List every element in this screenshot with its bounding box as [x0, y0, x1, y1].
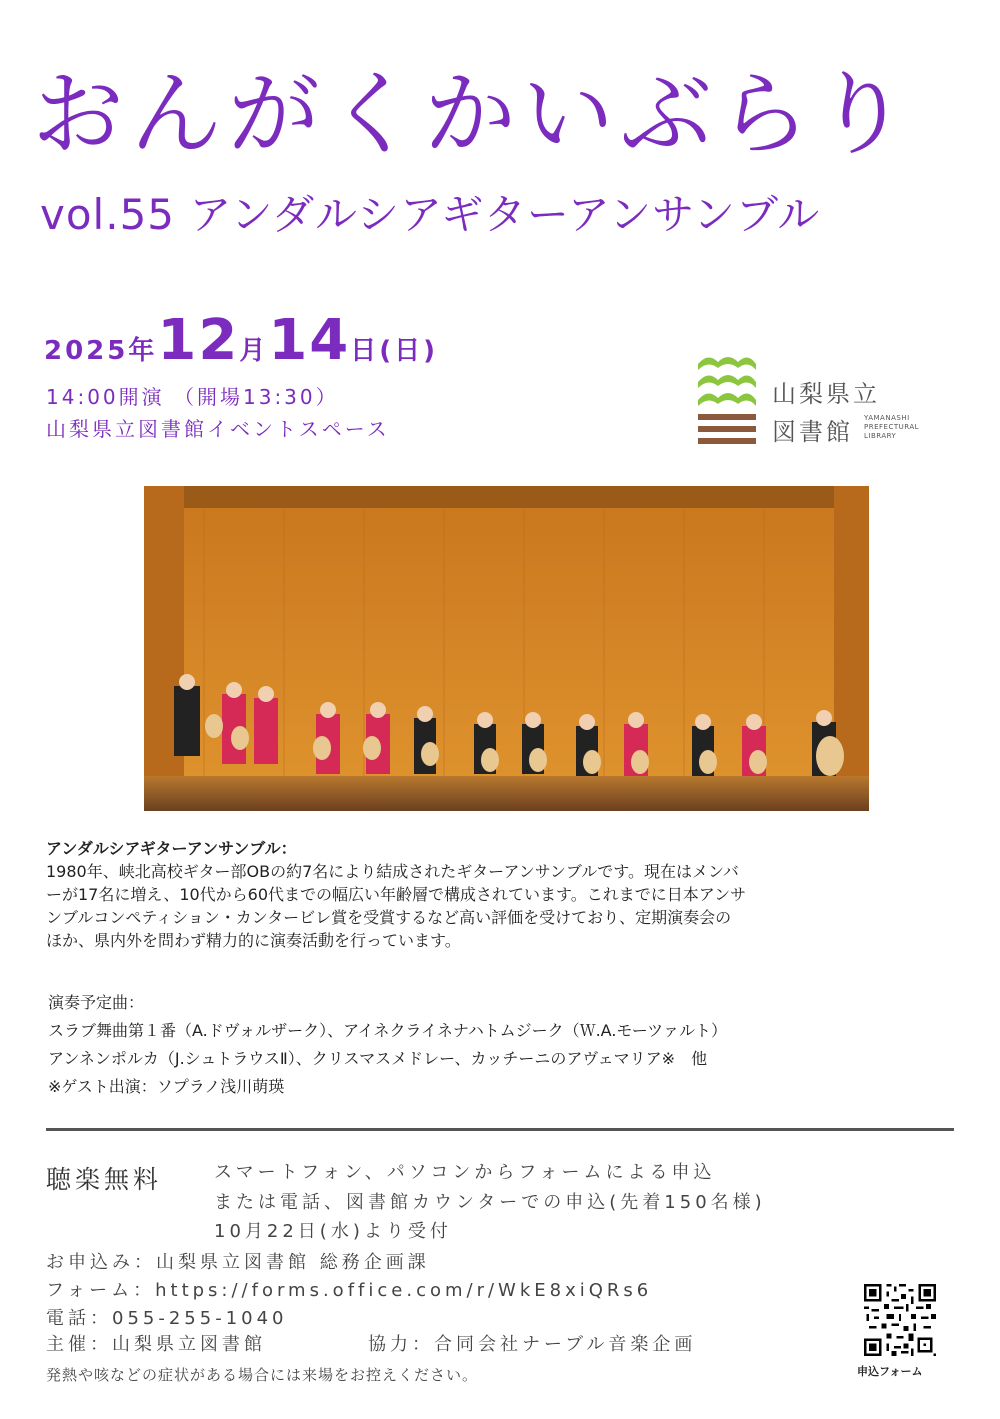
program-line: ※ゲスト出演：ソプラノ浅川萌瑛 — [48, 1077, 285, 1096]
contact-info: お申込み：山梨県立図書館 総務企画課 — [46, 1252, 430, 1273]
ensemble-photo — [144, 486, 869, 811]
logo-name-line2: 図書館 — [772, 418, 853, 446]
qr-label: 申込フォーム — [857, 1365, 923, 1378]
page-subtitle: vol.55 アンダルシアギターアンサンブル — [40, 190, 821, 239]
about-text — [46, 860, 946, 952]
date-year: 2025年 — [44, 336, 158, 366]
logo-name-line1: 山梨県立 — [772, 380, 880, 408]
health-notice: 発熱や咳などの症状がある場合には来場をお控えください。 — [46, 1366, 479, 1384]
program-heading: 演奏予定曲： — [48, 993, 145, 1012]
program-line: スラブ舞曲第１番（A.ドヴォルザーク）、アイネクライネナハトムジーク（Ｗ.A.モーツァルト） — [48, 1021, 727, 1040]
program-line: アンネンポルカ（J.シュトラウスⅡ）、クリスマスメドレー、カッチーニのアヴェマリア※ 他 — [48, 1049, 708, 1068]
about-line: ンブルコンペティション・カンタービレ賞を受賞するなど高い評価を受けており、定期演奏会の — [46, 908, 732, 927]
phone-number: 電話：055-255-1040 — [46, 1308, 288, 1329]
logo-en-line: PREFECTURAL — [864, 423, 920, 431]
page-title: おんがくかいぶらり — [32, 61, 915, 168]
admission-free: 聴楽無料 — [46, 1165, 163, 1194]
logo-en-line: YAMANASHI — [864, 414, 910, 422]
admission-line: スマートフォン、パソコンからフォームによる申込 — [214, 1162, 716, 1183]
qr-code[interactable] — [864, 1284, 936, 1356]
cooperation: 協力：合同会社ナーブル音楽企画 — [368, 1334, 697, 1355]
event-date — [44, 308, 438, 373]
logo-english — [864, 414, 919, 441]
sponsor: 主催：山梨県立図書館 — [46, 1334, 266, 1355]
admission-line: または電話、図書館カウンターでの申込(先着150名様) — [214, 1192, 766, 1213]
date-month: 12 — [157, 308, 240, 373]
about-line: ーが17名に増え、10代から60代までの幅広い年齢層で構成されています。これまでに日本アンサ — [46, 885, 747, 904]
event-venue: 山梨県立図書館イベントスペース — [46, 417, 390, 441]
form-url[interactable]: フォーム：https://forms.office.com/r/WkE8xiQRs6 — [46, 1280, 653, 1301]
section-divider — [46, 1128, 954, 1131]
about-heading: アンダルシアギターアンサンブル： — [46, 839, 297, 858]
date-day-unit: 日(日) — [350, 336, 439, 366]
date-month-unit: 月 — [239, 336, 269, 366]
event-time: 14:00開演 （開場13:30） — [46, 385, 339, 409]
about-line: 1980年、峡北高校ギター部OBの約7名により結成されたギターアンサンブルです。現在はメンバ — [46, 862, 739, 881]
logo-en-line: LIBRARY — [864, 432, 897, 440]
admission-line: 10月22日(水)より受付 — [214, 1221, 452, 1242]
date-day: 14 — [268, 308, 351, 373]
about-line: ほか、県内外を問わず精力的に演奏活動を行っています。 — [46, 931, 461, 950]
